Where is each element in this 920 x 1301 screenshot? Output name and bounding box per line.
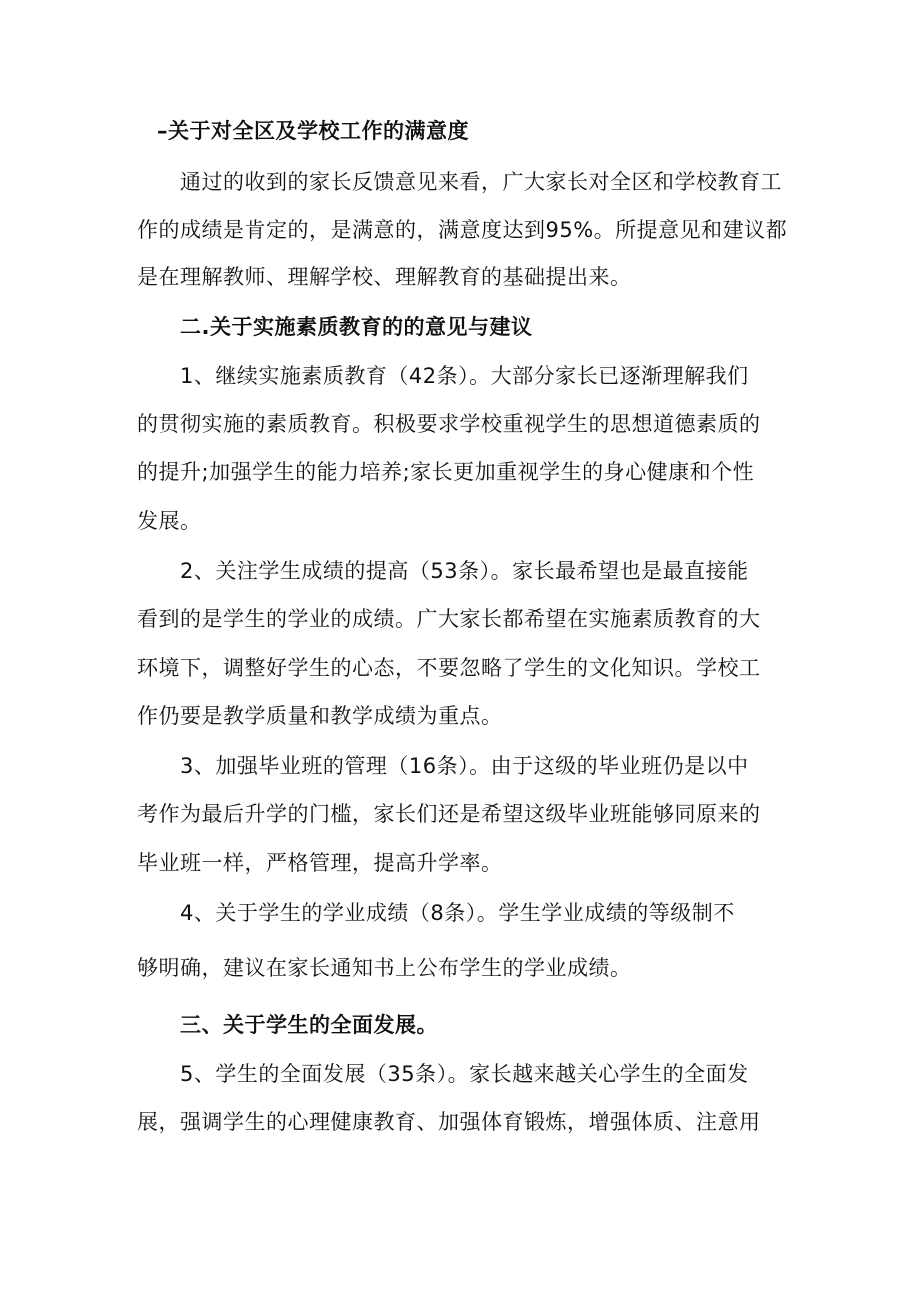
paragraph-line: 作的成绩是肯定的，是满意的，满意度达到95%。所提意见和建议都 <box>137 218 788 242</box>
paragraph-line: 毕业班一样，严格管理，提高升学率。 <box>137 851 503 875</box>
paragraph-line: 5、学生的全面发展（35条）。家长越来越关心学生的全面发 <box>180 1062 749 1086</box>
section-heading-3: 三、关于学生的全面发展。 <box>180 1013 438 1037</box>
paragraph-line: 的提升;加强学生的能力培养;家长更加重视学生的身心健康和个性 <box>137 460 755 484</box>
paragraph-line: 展，强调学生的心理健康教育、加强体育锻炼，增强体质、注意用 <box>137 1110 761 1134</box>
paragraph-line: 考作为最后升学的门槛，家长们还是希望这级毕业班能够同原来的 <box>137 802 761 826</box>
paragraph-line: 是在理解教师、理解学校、理解教育的基础提出来。 <box>137 265 632 289</box>
paragraph-line: 够明确，建议在家长通知书上公布学生的学业成绩。 <box>137 956 632 980</box>
paragraph-line: 发展。 <box>137 509 202 533</box>
paragraph-line: 1、继续实施素质教育（42条）。大部分家长已逐渐理解我们 <box>180 364 749 388</box>
paragraph-line: 看到的是学生的学业的成绩。广大家长都希望在实施素质教育的大 <box>137 607 761 631</box>
paragraph-line: 通过的收到的家长反馈意见来看，广大家长对全区和学校教育工 <box>180 170 782 194</box>
paragraph-line: 4、关于学生的学业成绩（8条）。学生学业成绩的等级制不 <box>180 901 735 925</box>
paragraph-line: 的贯彻实施的素质教育。积极要求学校重视学生的思想道德素质的 <box>137 412 761 436</box>
section-heading-1: –关于对全区及学校工作的满意度 <box>157 119 469 143</box>
paragraph-line: 3、加强毕业班的管理（16条）。由于这级的毕业班仍是以中 <box>180 754 749 778</box>
paragraph-line: 作仍要是教学质量和教学成绩为重点。 <box>137 704 503 728</box>
paragraph-line: 环境下，调整好学生的心态，不要忽略了学生的文化知识。学校工 <box>137 656 761 680</box>
paragraph-line: 2、关注学生成绩的提高（53条）。家长最希望也是最直接能 <box>180 559 749 583</box>
section-heading-2: 二.关于实施素质教育的的意见与建议 <box>180 315 533 339</box>
